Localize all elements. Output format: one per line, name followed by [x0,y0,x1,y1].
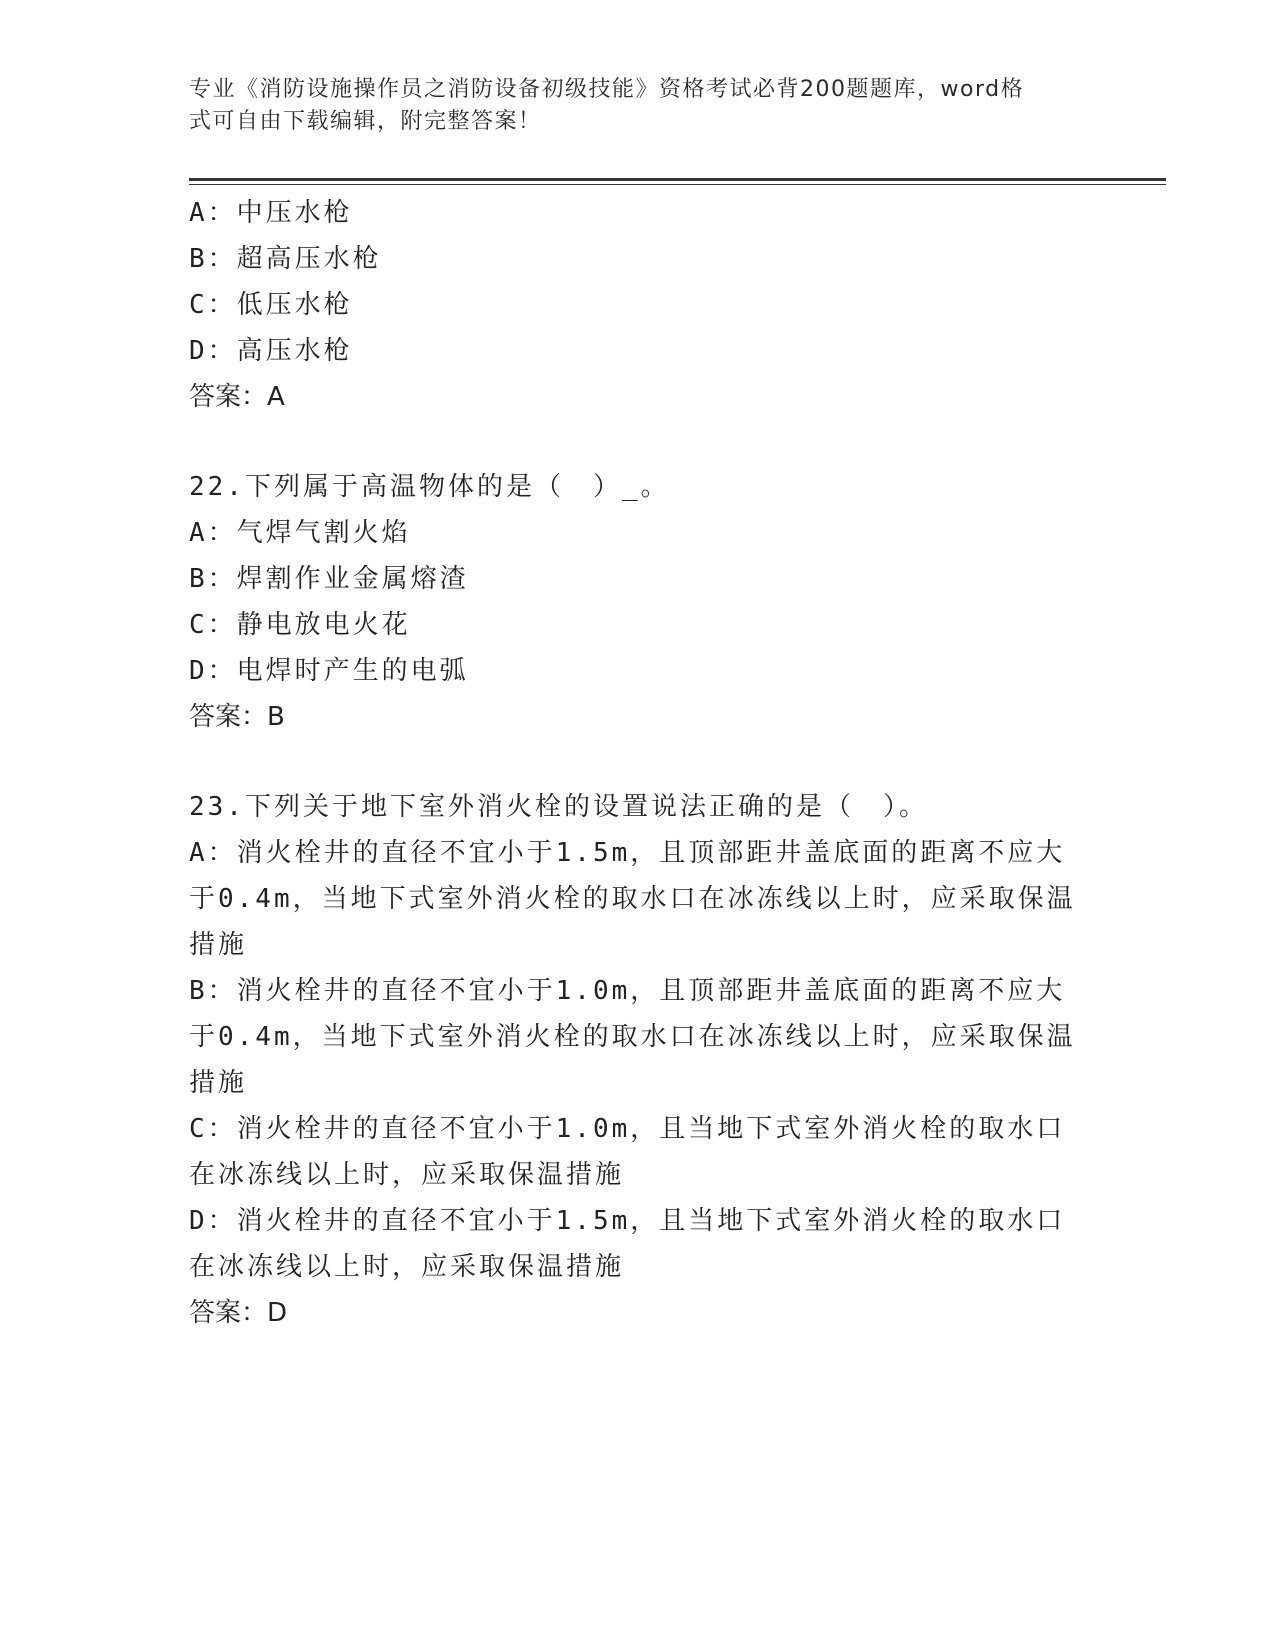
option-a: A：气焊气割火焰 [189,518,411,548]
option-a: A：中压水枪 [189,198,353,228]
header-rule-thin [189,184,1166,185]
option-b: B：焊割作业金属熔渣 [189,564,469,594]
header-rule-thick [189,178,1166,181]
document-body [189,190,1089,1336]
option-c: C：低压水枪 [189,290,353,320]
option-a: A：消火栓井的直径不宜小于1.5m，且顶部距井盖底面的距离不应大于0.4m，当地下式室外消火栓的取水口在冰冻线以上时，应采取保温措施 [189,838,1076,960]
option-c: C：静电放电火花 [189,610,411,640]
question-22-block [189,464,1089,740]
option-b: B：消火栓井的直径不宜小于1.0m，且顶部距井盖底面的距离不应大于0.4m，当地下式室外消火栓的取水口在冰冻线以上时，应采取保温措施 [189,976,1076,1098]
option-d: D：高压水枪 [189,336,353,366]
question-23-block [189,784,1089,1336]
option-c: C：消火栓井的直径不宜小于1.0m，且当地下式室外消火栓的取水口在冰冻线以上时，应采取保温措施 [189,1114,1066,1190]
option-d: D：消火栓井的直径不宜小于1.5m，且当地下式室外消火栓的取水口在冰冻线以上时，应采取保温措施 [189,1206,1066,1282]
question-stem: 22.下列属于高温物体的是（ ）_。 [189,472,670,502]
question-21-block [189,190,1089,420]
header-line-2: 式可自由下载编辑，附完整答案！ [189,109,542,134]
answer-line: 答案：B [189,702,285,732]
question-stem: 23.下列关于地下室外消火栓的设置说法正确的是（ ）。 [189,792,928,822]
spacer [189,740,1089,784]
answer-line: 答案：D [189,1298,288,1328]
option-d: D：电焊时产生的电弧 [189,656,469,686]
option-b: B：超高压水枪 [189,244,382,274]
spacer [189,420,1089,464]
answer-line: 答案：A [189,382,285,412]
header-line-1: 专业《消防设施操作员之消防设备初级技能》资格考试必背200题题库，word格 [189,77,1025,102]
page-header [189,74,1089,138]
